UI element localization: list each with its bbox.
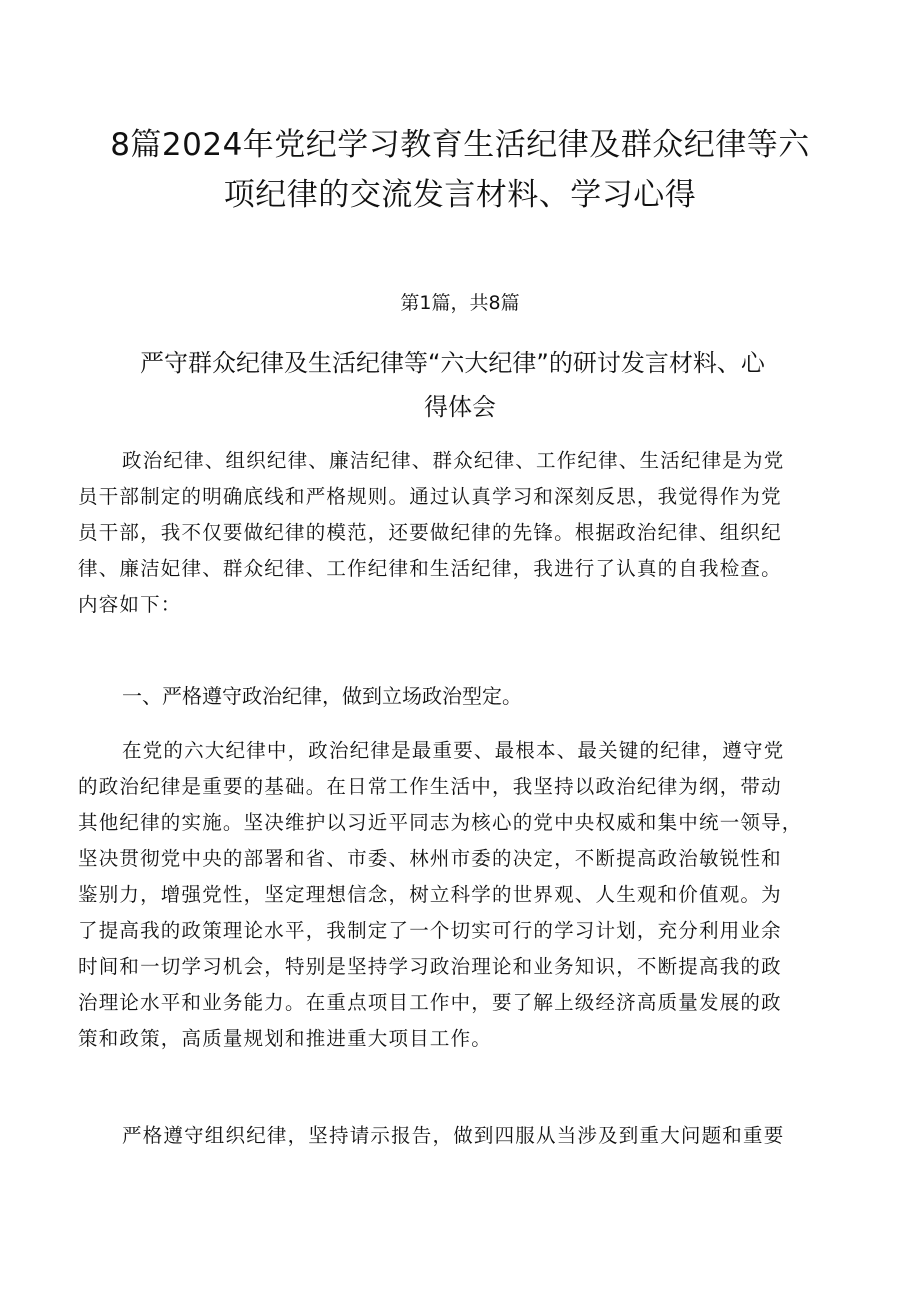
body-line: 策和政策，高质量规划和推进重大项目工作。 [78, 1027, 493, 1050]
body-line: 其他纪律的实施。坚决维护以习近平同志为核心的党中央权威和集中统一领导， [78, 811, 803, 834]
organization-paragraph [78, 1118, 868, 1154]
section-heading-1: 一、严格遵守政治纪律，做到立场政治型定。 [122, 684, 522, 708]
intro-paragraph [78, 443, 868, 623]
section-count: 第1篇，共8篇 [400, 292, 520, 314]
article-title-line-1: 严守群众纪律及生活纪律等“六大纪律”的研讨发言材料、心 [140, 349, 765, 377]
intro-line: 员干部，我不仅要做纪律的模范，还要做纪律的先锋。根据政治纪律、组织纪 [78, 521, 782, 544]
intro-line: 律、廉洁妃律、群众纪律、工作纪律和生活纪律，我进行了认真的自我检查。 [78, 557, 782, 580]
article-title-line-2: 得体会 [424, 393, 496, 421]
document-title-line-2: 项纪律的交流发言材料、学习心得 [223, 177, 697, 213]
body-line: 时间和一切学习机会，特别是坚持学习政治理论和业务知识，不断提高我的政 [78, 955, 782, 978]
intro-line: 政治纪律、组织纪律、廉洁纪律、群众纪律、工作纪律、生活纪律是为党 [122, 449, 785, 472]
body-line: 坚决贯彻党中央的部署和省、市委、林州市委的决定，不断提高政治敏锐性和 [78, 847, 782, 870]
body-line: 了提高我的政策理论水平，我制定了一个切实可行的学习计划，充分利用业余 [78, 919, 782, 942]
body-paragraph [78, 733, 868, 1057]
body-line: 在党的六大纪律中，政治纪律是最重要、最根本、最关键的纪律，遵守党 [122, 739, 785, 762]
document-title-line-1: 8篇2024年党纪学习教育生活纪律及群众纪律等六 [110, 127, 810, 163]
body-line: 鉴别力，增强党性，坚定理想信念，树立科学的世界观、人生观和价值观。为 [78, 883, 782, 906]
body-line: 治理论水平和业务能力。在重点项目工作中，要了解上级经济高质量发展的政 [78, 991, 782, 1014]
intro-line: 内容如下： [78, 593, 182, 616]
body-line: 严格遵守组织纪律，坚持请示报告，做到四服从当涉及到重大问题和重要 [122, 1124, 785, 1147]
intro-line: 员干部制定的明确底线和严格规则。通过认真学习和深刻反思，我觉得作为党 [78, 485, 782, 508]
body-line: 的政治纪律是重要的基础。在日常工作生活中，我坚持以政治纪律为纲，带动 [78, 775, 782, 798]
